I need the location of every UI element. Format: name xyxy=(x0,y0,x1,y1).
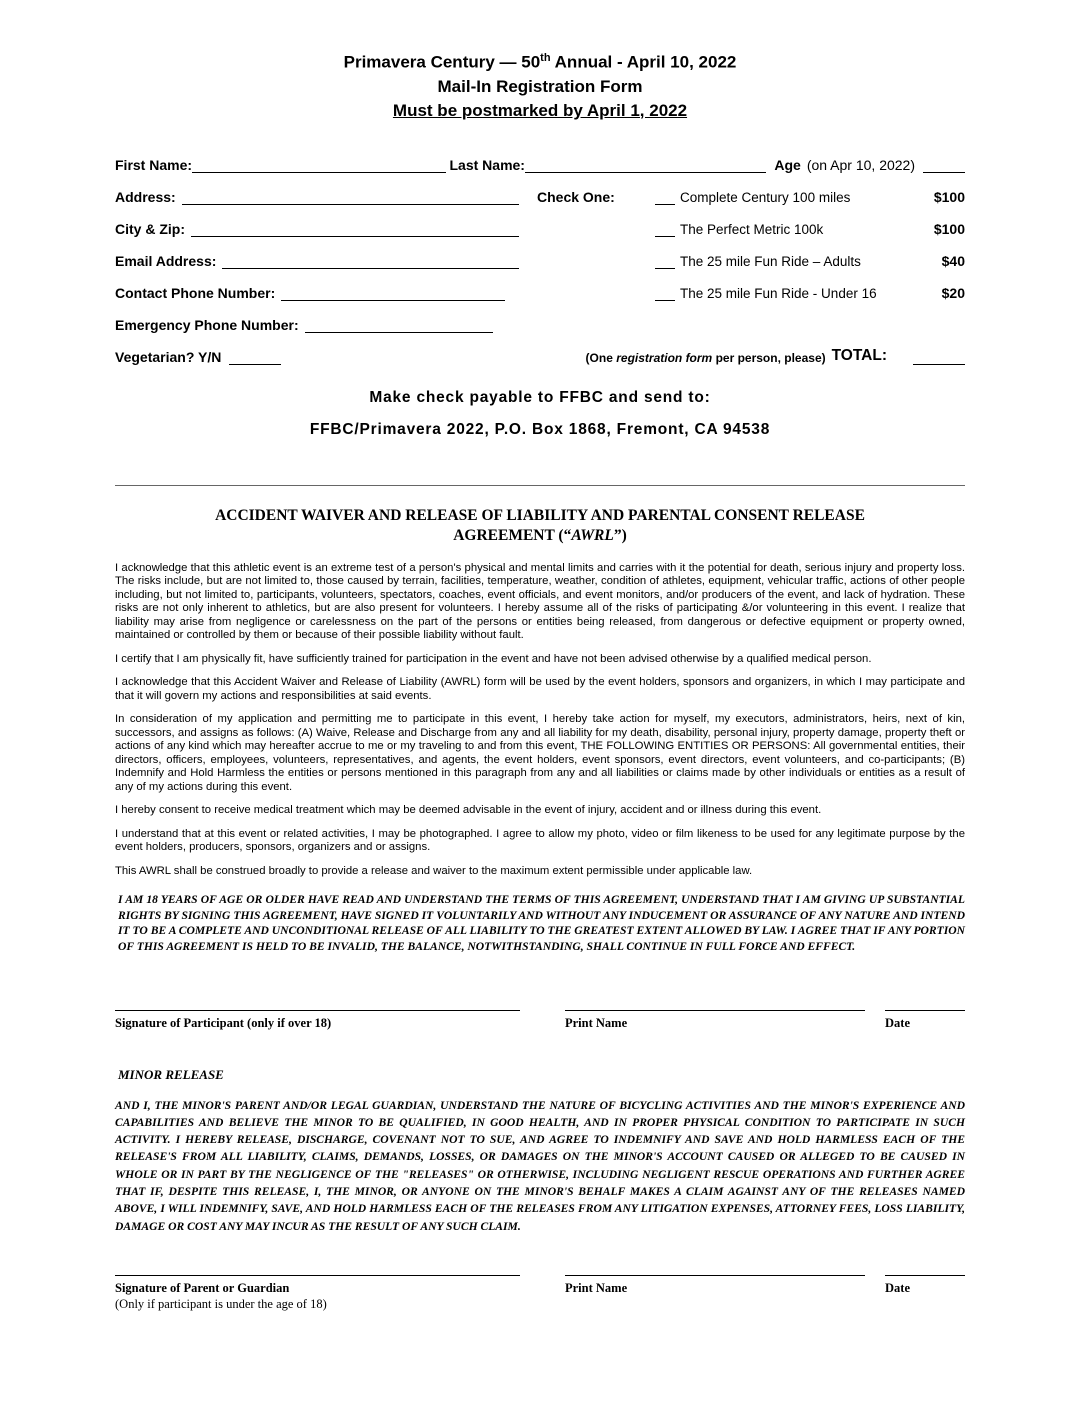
waiver-paragraph: I acknowledge that this Accident Waiver and Release of Liability (AWRL) form will be used by the event holders, sponsors and organizers, in which I may participate and that it will govern my actions and responsibilities at said events. xyxy=(115,676,965,702)
total-label: TOTAL: xyxy=(831,346,887,364)
address-label: Address: xyxy=(115,188,176,205)
spacer xyxy=(865,1010,885,1031)
first-name-label: First Name: xyxy=(115,156,193,173)
participant-signature-label: Signature of Participant (only if over 18) xyxy=(115,1015,332,1030)
acknowledgement-paragraph: I AM 18 YEARS OF AGE OR OLDER HAVE READ AND UNDERSTAND THE TERMS OF THIS AGREEMENT, UNDERSTAND THAT I AM GIVING UP SUBSTANTIAL RIGHTS BY SIGNING THIS AGREEMENT, HAVE SIGNED IT VOLUNTARILY AND WITHOUT ANY INDUCEMENT OR ASSURANCE OF ANY NATURE AND INTEND IT TO BE A COMPLETE AND UNCONDITIONAL RELEASE OF ALL LIABILITY TO THE GREATEST EXTENT ALLOWED BY LAW. I AGREE THAT IF ANY PORTION OF THIS AGREEMENT IS HELD TO BE INVALID, THE BALANCE, NOTWITHSTANDING, SHALL CONTINUE IN FULL FORCE AND EFFECT. xyxy=(118,893,965,953)
address-blank xyxy=(182,188,519,205)
guardian-signature-label: Signature of Parent or Guardian xyxy=(115,1280,290,1295)
emergency-phone-blank xyxy=(305,316,493,333)
guardian-date-block xyxy=(885,1275,965,1312)
waiver-title xyxy=(115,506,965,546)
ride-option-row-4 xyxy=(537,284,965,301)
option-2-label: The Perfect Metric 100k xyxy=(680,221,824,237)
total-blank xyxy=(913,348,965,365)
option-1-label: Complete Century 100 miles xyxy=(680,189,851,205)
guardian-signature-sublabel: (Only if participant is under the age of 18) xyxy=(115,1296,327,1311)
waiver-paragraph: I certify that I am physically fit, have sufficiently trained for participation in the event and have not been advised otherwise by a qualified medical person. xyxy=(115,652,872,665)
waiver-paragraph: I hereby consent to receive medical treatment which may be deemed advisable in the event of injury, accident and or illness during this event. xyxy=(115,804,822,817)
event-title xyxy=(115,46,965,75)
mailing-address-line: FFBC/Primavera 2022, P.O. Box 1868, Fremont, CA 94538 xyxy=(309,420,771,438)
waiver-title-line2-pre: AGREEMENT (“ xyxy=(453,526,572,544)
total-field xyxy=(537,347,965,365)
guardian-print-name-block xyxy=(565,1275,865,1312)
participant-signature-row xyxy=(115,1010,965,1031)
contact-phone-field xyxy=(115,284,537,301)
waiver-title-line2 xyxy=(115,526,965,546)
section-divider xyxy=(115,485,965,486)
waiver-paragraph: I understand that at this event or related activities, I may be photographed. I agree to allow my photo, video or film likeness to be used for any legitimate purpose by the event holders, producers, sponsors, organizers and or assigns. xyxy=(115,827,965,854)
spacer xyxy=(865,1275,885,1312)
age-note: (on Apr 10, 2022) xyxy=(806,156,915,173)
guardian-signature-line xyxy=(115,1275,520,1312)
address-row xyxy=(115,185,965,205)
last-name-blank xyxy=(525,156,766,173)
waiver-paragraph: This AWRL shall be construed broadly to provide a release and waiver to the maximum extent permissible under applicable law. xyxy=(115,864,753,877)
ride-option-row-1 xyxy=(537,188,965,205)
waiver-body xyxy=(115,562,965,879)
emergency-phone-row xyxy=(115,313,965,333)
city-zip-field xyxy=(115,220,537,237)
vegetarian-total-row xyxy=(115,345,965,365)
document-header xyxy=(115,46,965,123)
form-subtitle: Mail-In Registration Form xyxy=(437,76,643,96)
waiver-paragraph: I acknowledge that this athletic event is an extreme test of a person's physical and mental limits and carries with it the potential for death, serious injury and property loss. The risks include, but are not limited to, those caused by terrain, facilities, temperature, weather, condition of athletes, equipment, vehicular traffic, actions of other people including, but not limited to, participants, volunteers, spectators, coaches, event officials, and event monitors, and/or producers of the event, and lack of hydration. These risks are not only inherent to athletics, but are also present for volunteers. I hereby assume all of the risks of participating &/or volunteering in this event. I realize that liability may arise from negligence or carelessness on the part of the persons or entities being released, from dangerous or defective equipment or property owned, maintained or controlled by them or because of their possible liability without fault. xyxy=(115,561,965,642)
event-title-suffix: Annual - April 10, 2022 xyxy=(550,52,737,72)
option-3-label: The 25 mile Fun Ride – Adults xyxy=(680,253,861,269)
option-3-checkbox-blank xyxy=(655,252,675,269)
waiver-title-line1: ACCIDENT WAIVER AND RELEASE OF LIABILITY AND PARENTAL CONSENT RELEASE xyxy=(215,506,865,524)
contact-phone-row xyxy=(115,281,965,301)
city-zip-row xyxy=(115,217,965,237)
ride-option-row-2 xyxy=(537,220,965,237)
vegetarian-field xyxy=(115,348,537,365)
guardian-date-line xyxy=(885,1275,965,1296)
emergency-phone-label: Emergency Phone Number: xyxy=(115,316,299,333)
option-2-price: $100 xyxy=(933,220,965,237)
city-zip-blank xyxy=(191,220,519,237)
one-form-note-italic: registration form xyxy=(616,350,713,365)
email-field xyxy=(115,252,537,269)
participant-date-label: Date xyxy=(885,1015,910,1030)
guardian-signature-row xyxy=(115,1275,965,1312)
check-one-label: Check One: xyxy=(537,188,615,205)
emergency-phone-field xyxy=(115,316,537,333)
option-4-label: The 25 mile Fun Ride - Under 16 xyxy=(680,285,877,301)
one-form-note-post: per person, please) xyxy=(712,350,826,365)
participant-print-name-block xyxy=(565,1010,865,1031)
one-form-note xyxy=(586,351,826,365)
participant-print-name-line xyxy=(565,1010,865,1031)
contact-phone-blank xyxy=(281,284,505,301)
ride-option-row-3 xyxy=(537,252,965,269)
first-name-blank xyxy=(192,156,445,173)
participant-signature-line xyxy=(115,1010,520,1031)
participant-date-line xyxy=(885,1010,965,1031)
postmark-deadline: Must be postmarked by April 1, 2022 xyxy=(392,100,688,120)
guardian-print-name-label: Print Name xyxy=(565,1280,628,1295)
waiver-paragraph: In consideration of my application and permitting me to participate in this event, I hereby take action for myself, my executors, administrators, heirs, next of kin, successors, and assigns as follows: (A) Waive, Release and Discharge from any and all liability for my death, disability, personal injury, property damage, property theft or actions of any kind which may hereafter accrue to me or my traveling to and from this event, THE FOLLOWING ENTITIES OR PERSONS: All governmental entities, their directors, officers, employees, volunteers, representatives, and agents, the event holders, event sponsors, event directors, event volunteers, and co-participants; (B) Indemnify and Hold Harmless the entities or persons mentioned in this paragraph from any and all liabilities or claims made by other individuals or entities as a result of any of my actions during this event. xyxy=(115,713,965,793)
email-row xyxy=(115,249,965,269)
event-title-prefix: Primavera Century — 50 xyxy=(343,52,541,72)
city-zip-label: City & Zip: xyxy=(115,220,185,237)
age-blank xyxy=(923,156,965,173)
spacer xyxy=(520,1010,565,1031)
age-label: Age xyxy=(774,156,801,173)
event-title-ordinal: th xyxy=(540,52,551,64)
waiver-title-awrl: AWRL xyxy=(571,526,614,544)
participant-date-block xyxy=(885,1010,965,1031)
guardian-date-label: Date xyxy=(885,1280,910,1295)
option-2-checkbox-blank xyxy=(655,220,675,237)
option-4-price: $20 xyxy=(941,284,965,301)
option-1-price: $100 xyxy=(933,188,965,205)
vegetarian-label: Vegetarian? Y/N xyxy=(115,348,222,365)
option-1-checkbox-blank xyxy=(655,188,675,205)
option-3-price: $40 xyxy=(941,252,965,269)
one-form-note-pre: (One xyxy=(585,350,617,365)
contact-phone-label: Contact Phone Number: xyxy=(115,284,276,301)
spacer xyxy=(520,1275,565,1312)
page-content xyxy=(115,46,965,1312)
guardian-print-name-line xyxy=(565,1275,865,1296)
email-label: Email Address: xyxy=(115,252,217,269)
participant-print-name-label: Print Name xyxy=(565,1015,628,1030)
guardian-signature-block xyxy=(115,1275,520,1312)
address-field xyxy=(115,188,537,205)
last-name-label: Last Name: xyxy=(449,156,525,173)
waiver-title-line2-post: ”) xyxy=(613,526,627,544)
registration-fields xyxy=(115,153,965,365)
participant-signature-block xyxy=(115,1010,520,1031)
vegetarian-blank xyxy=(229,348,281,365)
option-4-checkbox-blank xyxy=(655,284,675,301)
name-age-row xyxy=(115,153,965,173)
email-blank xyxy=(222,252,519,269)
minor-release-heading: MINOR RELEASE xyxy=(118,1066,224,1082)
minor-release-paragraph: AND I, THE MINOR'S PARENT AND/OR LEGAL GUARDIAN, UNDERSTAND THE NATURE OF BICYCLING ACTIVITIES AND THE MINOR'S EXPERIENCE AND CAPABILITIES AND BELIEVE THE MINOR TO BE QUALIFIED, IN GOOD HEALTH, AND IN PROPER PHYSICAL CONDITION TO PARTICIPATE IN SUCH ACTIVITY. I HEREBY RELEASE, DISCHARGE, COVENANT NOT TO SUE, AND AGREE TO INDEMNIFY AND SAVE AND HOLD HARMLESS EACH OF THE RELEASE'S FROM ALL LIABILITY, CLAIMS, DEMANDS, LOSSES, OR DAMAGES ON THE MINOR'S ACCOUNT CAUSED OR ALLEGED TO BE CAUSED IN WHOLE OR IN PART BY THE NEGLIGENCE OF THE "RELEASES" OR OTHERWISE, INCLUDING NEGLIGENT RESCUE OPERATIONS AND FURTHER AGREE THAT IF, DESPITE THIS RELEASE, I, THE MINOR, OR ANYONE ON THE MINOR'S BEHALF MAKES A CLAIM AGAINST ANY OF THE RELEASES NAMED ABOVE, I WILL INDEMNIFY, SAVE, AND HOLD HARMLESS EACH OF THE RELEASES FROM ANY LITIGATION EXPENSES, ATTORNEY FEES, LOSS LIABILITY, DAMAGE OR COST ANY MAY INCUR AS THE RESULT OF ANY SUCH CLAIM. xyxy=(115,1098,965,1233)
check-payable-line: Make check payable to FFBC and send to: xyxy=(369,388,711,406)
